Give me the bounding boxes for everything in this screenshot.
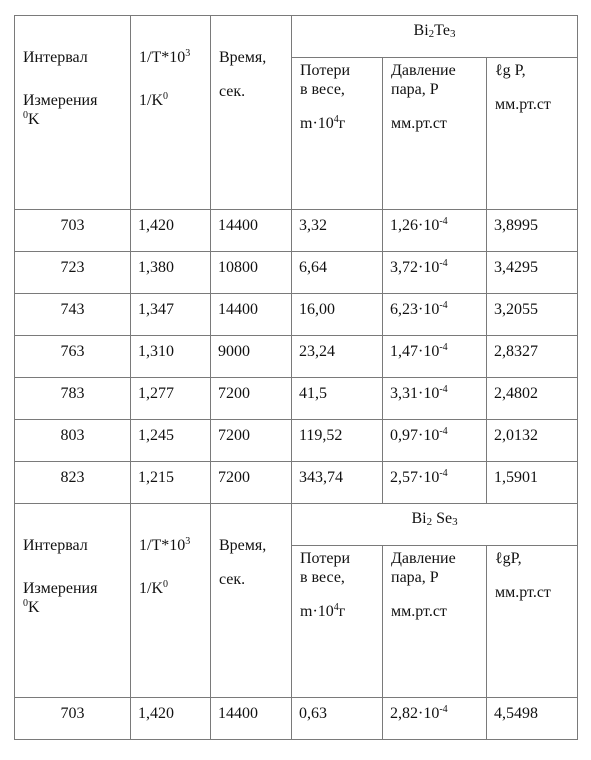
- weight-loss-cell: 41,5: [292, 378, 383, 420]
- unit-sup: 3: [185, 48, 191, 59]
- compound-row: [15, 504, 578, 546]
- log-pressure-cell: 1,5901: [487, 462, 578, 504]
- unit-sup: 0: [163, 579, 168, 591]
- table-row: [15, 462, 578, 504]
- table-row: [15, 210, 578, 252]
- pressure-cell: $1,47\cdot 10^{-4}$: [383, 336, 487, 378]
- time-cell: 7200: [211, 378, 292, 420]
- interval-cell: 743: [15, 294, 131, 336]
- interval-unit: K: [28, 599, 40, 617]
- time-cell: 14400: [211, 210, 292, 252]
- weight-loss-cell: 16,00: [292, 294, 383, 336]
- interval-label: Измерения: [23, 92, 98, 110]
- vapor-pressure-header: [383, 58, 487, 210]
- inv-t-cell: 1,310: [131, 336, 211, 378]
- exponent: -4: [439, 426, 448, 437]
- lgp-label: ℓgР,: [495, 550, 522, 567]
- interval-header: [15, 504, 131, 698]
- time-label: Время,: [219, 537, 267, 554]
- log-pressure-cell: 2,8327: [487, 336, 578, 378]
- pressure-label: пара, Р: [391, 81, 439, 99]
- lgp-unit: мм.рт.ст: [495, 584, 551, 602]
- inv-t-unit: 1/K: [139, 580, 163, 598]
- pressure-unit: мм.рт.ст: [391, 115, 447, 133]
- inverse-temperature-header: [131, 16, 211, 210]
- log-pressure-cell: 2,4802: [487, 378, 578, 420]
- pressure-label: Давление: [391, 550, 456, 567]
- time-cell: 7200: [211, 420, 292, 462]
- pressure-cell: $1,26\cdot 10^{-4}$: [383, 210, 487, 252]
- time-cell: 14400: [211, 698, 292, 740]
- inv-t-cell: 1,347: [131, 294, 211, 336]
- unit-sup: 0: [23, 110, 28, 122]
- loss-label: в весе,: [300, 81, 345, 99]
- lgp-unit: мм.рт.ст: [495, 96, 551, 114]
- log-pressure-cell: 2,0132: [487, 420, 578, 462]
- loss-label: в весе,: [300, 569, 345, 587]
- table-row: [15, 252, 578, 294]
- unit-sup: 3: [185, 536, 191, 547]
- inv-t-cell: 1,380: [131, 252, 211, 294]
- time-unit: сек.: [219, 83, 246, 101]
- inv-t-unit: 1/K: [139, 92, 163, 110]
- weight-loss-cell: 3,32: [292, 210, 383, 252]
- loss-unit: m·10: [300, 115, 334, 133]
- loss-unit: г: [338, 115, 346, 133]
- inv-t-cell: 1,420: [131, 210, 211, 252]
- pressure-unit: мм.рт.ст: [391, 603, 447, 621]
- interval-cell: 823: [15, 462, 131, 504]
- table-row: [15, 698, 578, 740]
- pressure-cell: $2,57\cdot 10^{-4}$: [383, 462, 487, 504]
- log-pressure-header: [487, 546, 578, 698]
- inverse-temperature-header: [131, 504, 211, 698]
- time-unit: сек.: [219, 571, 246, 589]
- time-header: [211, 16, 292, 210]
- exponent: -4: [439, 300, 448, 311]
- weight-loss-cell: 23,24: [292, 336, 383, 378]
- table-row: [15, 294, 578, 336]
- log-pressure-cell: 3,2055: [487, 294, 578, 336]
- time-header: [211, 504, 292, 698]
- loss-label: Потери: [300, 550, 350, 567]
- vapor-pressure-table: [14, 15, 578, 740]
- interval-unit: K: [28, 111, 40, 129]
- log-pressure-header: [487, 58, 578, 210]
- unit-sup: 0: [163, 91, 168, 103]
- time-cell: 10800: [211, 252, 292, 294]
- weight-loss-header: [292, 546, 383, 698]
- log-pressure-cell: 4,5498: [487, 698, 578, 740]
- exponent: -4: [439, 342, 448, 353]
- pressure-cell: $0,97\cdot 10^{-4}$: [383, 420, 487, 462]
- pressure-cell: $3,31\cdot 10^{-4}$: [383, 378, 487, 420]
- interval-label: Интервал: [23, 49, 88, 66]
- exponent: -4: [439, 704, 448, 715]
- time-cell: 14400: [211, 294, 292, 336]
- pressure-cell: $6,23\cdot 10^{-4}$: [383, 294, 487, 336]
- unit-sup: 0: [23, 598, 28, 610]
- exponent: -4: [439, 384, 448, 395]
- inv-t-label: 1/T*10: [139, 49, 186, 66]
- lgp-label: ℓg Р,: [495, 62, 526, 79]
- log-pressure-cell: 3,8995: [487, 210, 578, 252]
- time-cell: 9000: [211, 336, 292, 378]
- interval-label: Измерения: [23, 580, 98, 598]
- weight-loss-cell: 119,52: [292, 420, 383, 462]
- exponent: -4: [439, 258, 448, 269]
- weight-loss-cell: 6,64: [292, 252, 383, 294]
- weight-loss-cell: 0,63: [292, 698, 383, 740]
- compound-row: [15, 16, 578, 58]
- pressure-label: пара, Р: [391, 569, 439, 587]
- inv-t-cell: 1,420: [131, 698, 211, 740]
- weight-loss-header: [292, 58, 383, 210]
- pressure-cell: $2,82\cdot 10^{-4}$: [383, 698, 487, 740]
- table-row: [15, 378, 578, 420]
- compound-title: $Bi_2$ $Se_3$: [292, 504, 578, 546]
- interval-cell: 723: [15, 252, 131, 294]
- log-pressure-cell: 3,4295: [487, 252, 578, 294]
- interval-cell: 703: [15, 210, 131, 252]
- loss-unit: г: [338, 603, 346, 621]
- interval-cell: 783: [15, 378, 131, 420]
- time-cell: 7200: [211, 462, 292, 504]
- pressure-label: Давление: [391, 62, 456, 79]
- unit-sup: 4: [333, 114, 339, 126]
- table-row: [15, 336, 578, 378]
- inv-t-cell: 1,245: [131, 420, 211, 462]
- weight-loss-cell: 343,74: [292, 462, 383, 504]
- interval-label: Интервал: [23, 537, 88, 554]
- pressure-cell: $3,72\cdot 10^{-4}$: [383, 252, 487, 294]
- time-label: Время,: [219, 49, 267, 66]
- loss-label: Потери: [300, 62, 350, 79]
- inv-t-label: 1/T*10: [139, 537, 186, 554]
- inv-t-cell: 1,215: [131, 462, 211, 504]
- interval-header: [15, 16, 131, 210]
- vapor-pressure-header: [383, 546, 487, 698]
- interval-cell: 803: [15, 420, 131, 462]
- interval-cell: 703: [15, 698, 131, 740]
- interval-cell: 763: [15, 336, 131, 378]
- unit-sup: 4: [333, 602, 339, 614]
- loss-unit: m·10: [300, 603, 334, 621]
- compound-title: $Bi_2Te_3$: [292, 16, 578, 58]
- exponent: -4: [439, 468, 448, 479]
- exponent: -4: [439, 216, 448, 227]
- table-row: [15, 420, 578, 462]
- inv-t-cell: 1,277: [131, 378, 211, 420]
